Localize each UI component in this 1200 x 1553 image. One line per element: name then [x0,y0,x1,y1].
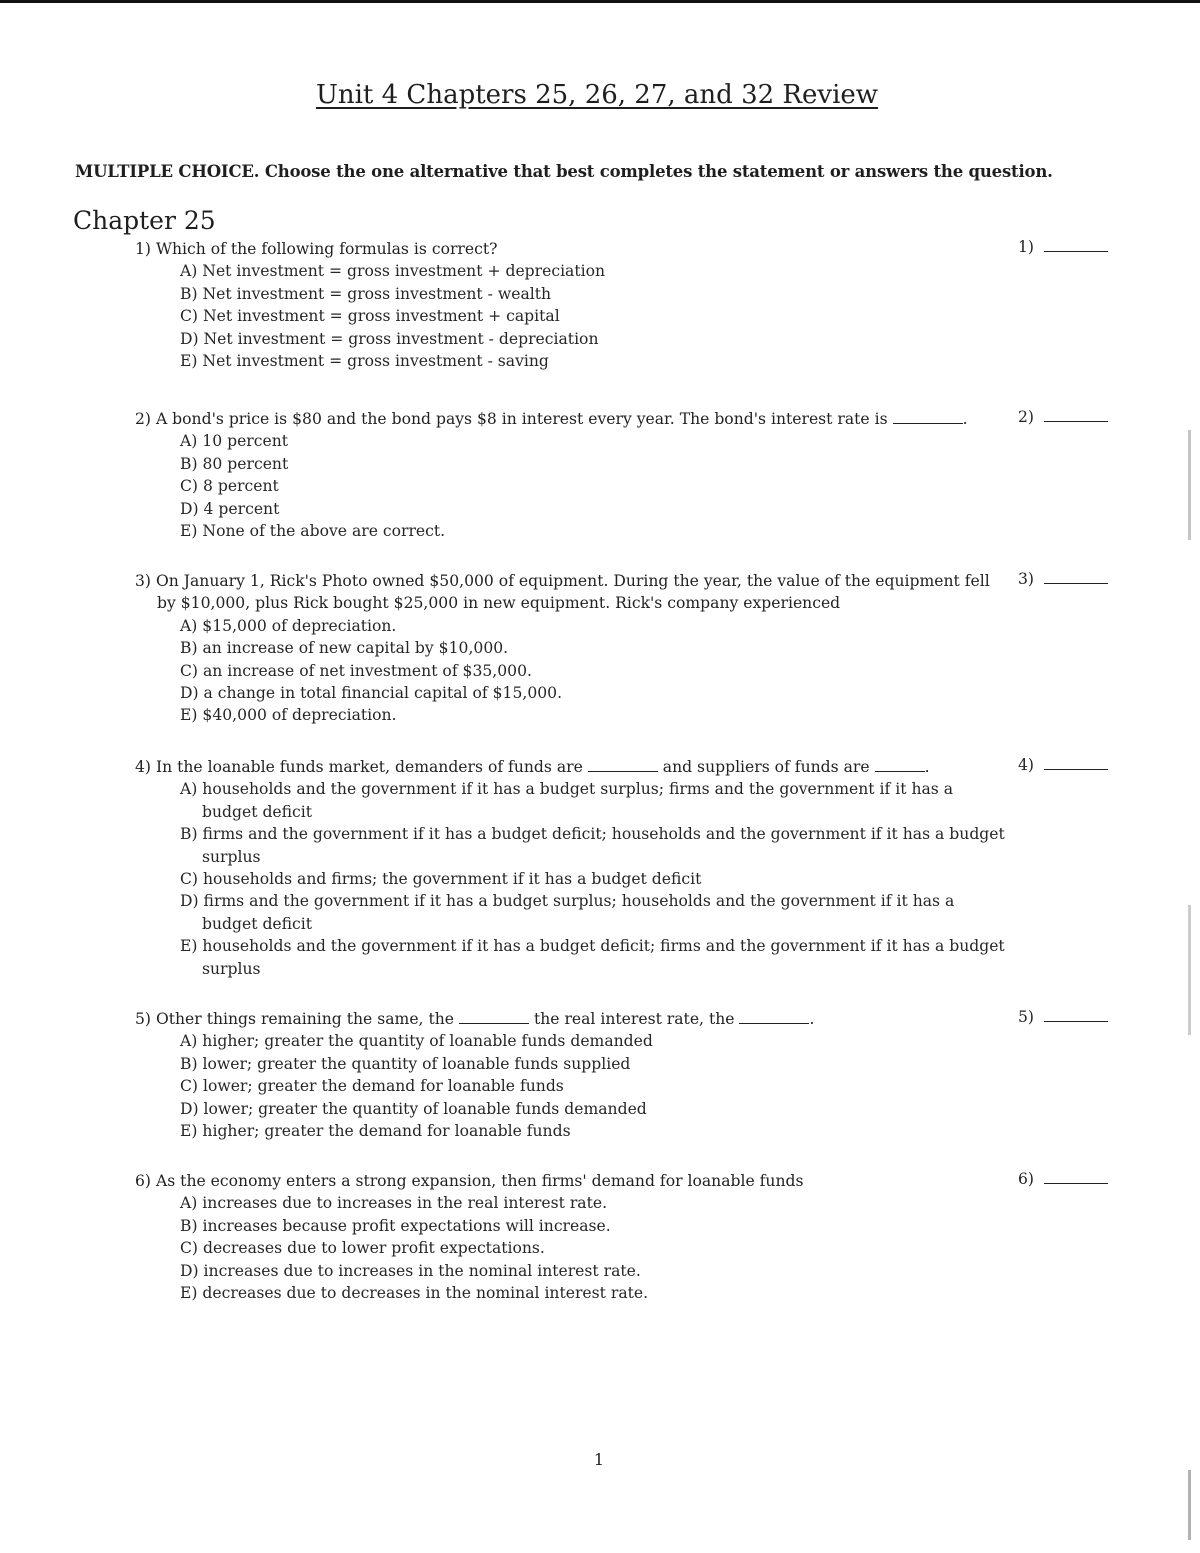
answer-line [1044,571,1108,584]
fill-in-blank-1 [459,1009,529,1024]
choice-e[interactable]: E) households and the government if it has a budget deficit; firms and the government if it has a budget surplus [180,937,1005,978]
choice-list [0,1192,1200,1304]
choice-b[interactable]: B) 80 percent [180,454,289,473]
question-stem-end: . [924,758,930,776]
answer-line [1044,1171,1108,1184]
question-stem [135,1008,985,1030]
question-5 [0,1008,1200,1142]
choice-b[interactable]: B) Net investment = gross investment - wealth [180,284,552,303]
question-stem: 6) As the economy enters a strong expansion, then firms' demand for loanable funds [135,1172,804,1190]
scan-edge-mark [1188,430,1191,540]
choice-d[interactable]: D) lower; greater the quantity of loanable funds demanded [180,1099,647,1118]
fill-in-blank-2 [739,1009,809,1024]
answer-label: 2) [1018,408,1035,426]
question-stem-text: 4) In the loanable funds market, demanders of funds are [135,758,583,776]
choice-list [0,430,1200,542]
choice-e[interactable]: E) $40,000 of depreciation. [180,706,397,725]
answer-line [1044,409,1108,422]
choice-e[interactable]: E) higher; greater the demand for loanable funds [180,1122,571,1141]
question-stem-end: . [962,410,968,428]
choice-a[interactable]: A) $15,000 of depreciation. [180,616,397,635]
choice-b[interactable]: B) firms and the government if it has a budget deficit; households and the government if it has a budget surplus [180,825,1005,866]
choice-a[interactable]: A) increases due to increases in the real interest rate. [180,1194,608,1213]
choice-a[interactable]: A) households and the government if it has a budget surplus; firms and the government if it has a budget deficit [180,780,954,821]
answer-line [1044,757,1108,770]
question-stem [135,408,985,430]
question-stem: 1) Which of the following formulas is correct? [135,240,498,258]
choice-e[interactable]: E) Net investment = gross investment - saving [180,352,549,371]
question-stem-middle: and suppliers of funds are [662,758,870,776]
question-stem-text: 2) A bond's price is $80 and the bond pays $8 in interest every year. The bond's interest rate is [135,410,888,428]
answer-line [1044,239,1108,252]
answer-label: 6) [1018,1170,1035,1188]
choice-b[interactable]: B) an increase of new capital by $10,000. [180,639,509,658]
choice-list [0,778,1200,980]
choice-list [0,1030,1200,1142]
choice-a[interactable]: A) 10 percent [180,432,289,451]
answer-label: 5) [1018,1008,1035,1026]
answer-label: 1) [1018,238,1035,256]
choice-c[interactable]: C) 8 percent [180,477,279,496]
choice-list [0,260,1200,372]
choice-a[interactable]: A) Net investment = gross investment + depreciation [180,262,606,281]
fill-in-blank-1 [588,757,658,772]
question-3 [0,570,1200,727]
answer-blank-3[interactable] [1018,570,1128,588]
choice-d[interactable]: D) a change in total financial capital of $15,000. [180,684,563,703]
choice-c[interactable]: C) households and firms; the government if it has a budget deficit [180,870,702,889]
choice-c[interactable]: C) an increase of net investment of $35,000. [180,661,532,680]
scan-edge-mark [1188,1470,1191,1540]
page-title: Unit 4 Chapters 25, 26, 27, and 32 Review [315,80,879,110]
choice-e[interactable]: E) decreases due to decreases in the nominal interest rate. [180,1284,649,1303]
choice-b[interactable]: B) increases because profit expectations will increase. [180,1216,611,1235]
question-6 [0,1170,1200,1304]
choice-c[interactable]: C) decreases due to lower profit expectations. [180,1239,545,1258]
fill-in-blank-2 [875,757,925,772]
question-stem-middle: the real interest rate, the [533,1010,735,1028]
question-stem-text: 5) Other things remaining the same, the [135,1010,455,1028]
question-stem-end: . [809,1010,815,1028]
choice-e[interactable]: E) None of the above are correct. [180,522,446,541]
choice-c[interactable]: C) lower; greater the demand for loanable funds [180,1077,564,1096]
answer-label: 4) [1018,756,1035,774]
scan-top-edge [0,0,1200,3]
choice-d[interactable]: D) increases due to increases in the nominal interest rate. [180,1261,641,1280]
choice-d[interactable]: D) firms and the government if it has a budget surplus; households and the government if it has a budget deficit [180,892,955,933]
question-stem [135,756,985,778]
question-4 [0,756,1200,980]
question-stem: 3) On January 1, Rick's Photo owned $50,000 of equipment. During the year, the value of the equipment fell by $10,000, plus Rick bought $25,000 in new equipment. Rick's company experienced [135,572,990,613]
choice-b[interactable]: B) lower; greater the quantity of loanable funds supplied [180,1054,631,1073]
question-1 [0,238,1200,372]
answer-blank-1[interactable] [1018,238,1128,256]
chapter-heading: Chapter 25 [73,206,216,235]
choice-list [0,615,1200,727]
answer-blank-2[interactable] [1018,408,1128,426]
choice-d[interactable]: D) 4 percent [180,499,280,518]
answer-blank-6[interactable] [1018,1170,1128,1188]
answer-line [1044,1009,1108,1022]
choice-c[interactable]: C) Net investment = gross investment + capital [180,307,560,326]
page-number: 1 [593,1450,605,1469]
fill-in-blank [893,409,963,424]
answer-blank-4[interactable] [1018,756,1128,774]
question-2 [0,408,1200,542]
scan-edge-mark [1188,905,1191,1035]
choice-d[interactable]: D) Net investment = gross investment - depreciation [180,329,599,348]
choice-a[interactable]: A) higher; greater the quantity of loanable funds demanded [180,1032,653,1051]
answer-label: 3) [1018,570,1035,588]
answer-blank-5[interactable] [1018,1008,1128,1026]
instructions: MULTIPLE CHOICE. Choose the one alternative that best completes the statement or answers the question. [75,162,1053,181]
